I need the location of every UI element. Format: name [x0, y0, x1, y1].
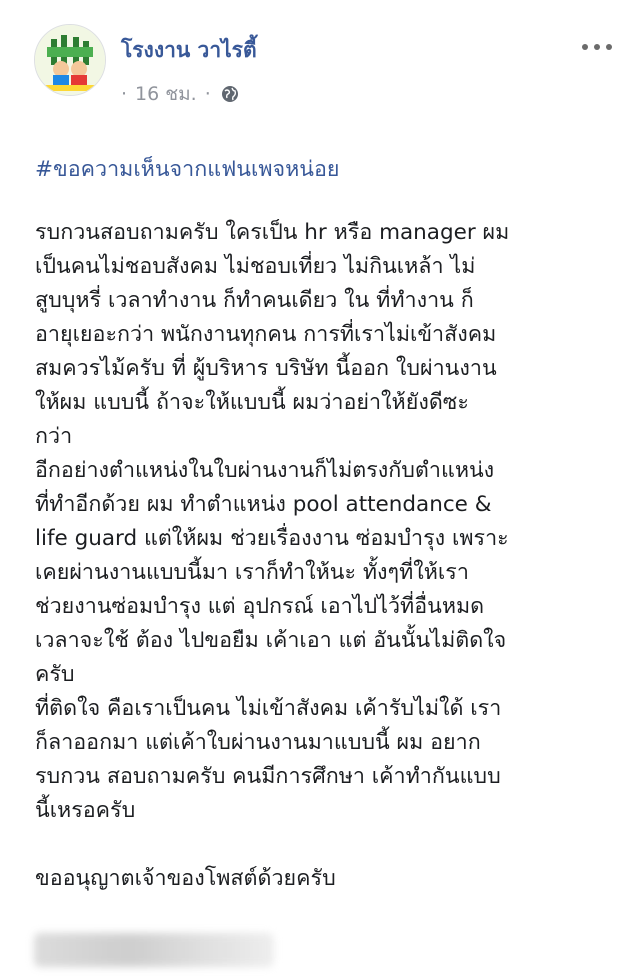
post-line: เคยผ่านงานแบบนี้มา เราก็ทำให้นะ ทั้งๆที่ให้เรา	[35, 560, 469, 585]
factory-logo-icon	[35, 25, 105, 95]
post-time[interactable]: 16 ชม.	[135, 83, 197, 105]
page-name[interactable]: โรงงาน วาไรตี้	[121, 38, 257, 62]
post-meta	[121, 79, 239, 109]
meta-dot-2: ·	[204, 83, 211, 105]
post-line: รบกวนสอบถามครับ ใครเป็น hr หรือ manager ผม	[35, 220, 510, 245]
globe-icon[interactable]	[221, 85, 239, 103]
more-options-button[interactable]	[582, 40, 612, 54]
post-body	[35, 216, 625, 896]
post-line: อีกอย่างตำแหน่งในใบผ่านงานก็ไม่ตรงกับตำแหน่ง	[35, 458, 495, 483]
post-line: ครับ	[35, 662, 75, 687]
paragraph-gap	[35, 828, 625, 862]
post-line: นี้เหรอครับ	[35, 798, 136, 823]
post-line: ให้ผม แบบนี้ ถ้าจะให้แบบนี้ ผมว่าอย่าให้ยังดีซะ	[35, 390, 469, 415]
hashtag-link[interactable]: #ขอความเห็นจากแฟนเพจหน่อย	[35, 157, 340, 182]
meta-dot: ·	[121, 83, 128, 105]
post-line: life guard แต่ให้ผม ช่วยเรื่องงาน ซ่อมบำรุง เพราะ	[35, 526, 509, 551]
post-line: สูบบุหรี่ เวลาทำงาน ก็ทำคนเดียว ใน ที่ทำงาน ก็	[35, 288, 474, 313]
post-line: ก็ลาออกมา แต่เค้าใบผ่านงานมาแบบนี้ ผม อยาก	[35, 730, 481, 755]
blurred-redaction	[34, 933, 274, 967]
more-dot-icon	[594, 44, 600, 50]
post-line: เป็นคนไม่ชอบสังคม ไม่ชอบเที่ยว ไม่กินเหล้า ไม่	[35, 254, 476, 279]
page-avatar[interactable]	[34, 24, 106, 96]
post-line: ช่วยงานซ่อมบำรุง แต่ อุปกรณ์ เอาไปไว้ที่อื่นหมด	[35, 594, 485, 619]
post-line: เวลาจะใช้ ต้อง ไปขอยืม เค้าเอา แต่ อันนั้นไม่ติดใจ	[35, 628, 507, 653]
post-line: ที่ติดใจ คือเราเป็นคน ไม่เข้าสังคม เค้ารับไม่ใด้ เรา	[35, 696, 502, 721]
post-line: กว่า	[35, 424, 73, 449]
post-line: ที่ทำอีกด้วย ผม ทำตำแหน่ง pool attendance &	[35, 492, 492, 517]
post-closing-line: ขออนุญาตเจ้าของโพสต์ด้วยครับ	[35, 866, 336, 891]
post-line: สมควรไม้ครับ ที่ ผู้บริหาร บริษัท นี้ออก ใบผ่านงาน	[35, 356, 497, 381]
more-dot-icon	[582, 44, 588, 50]
post-header	[0, 0, 640, 120]
post-line: อายุเยอะกว่า พนักงานทุกคน การที่เราไม่เข้าสังคม	[35, 322, 497, 347]
post-line: รบกวน สอบถามครับ คนมีการศึกษา เค้าทำกันแบบ	[35, 764, 501, 789]
more-dot-icon	[606, 44, 612, 50]
